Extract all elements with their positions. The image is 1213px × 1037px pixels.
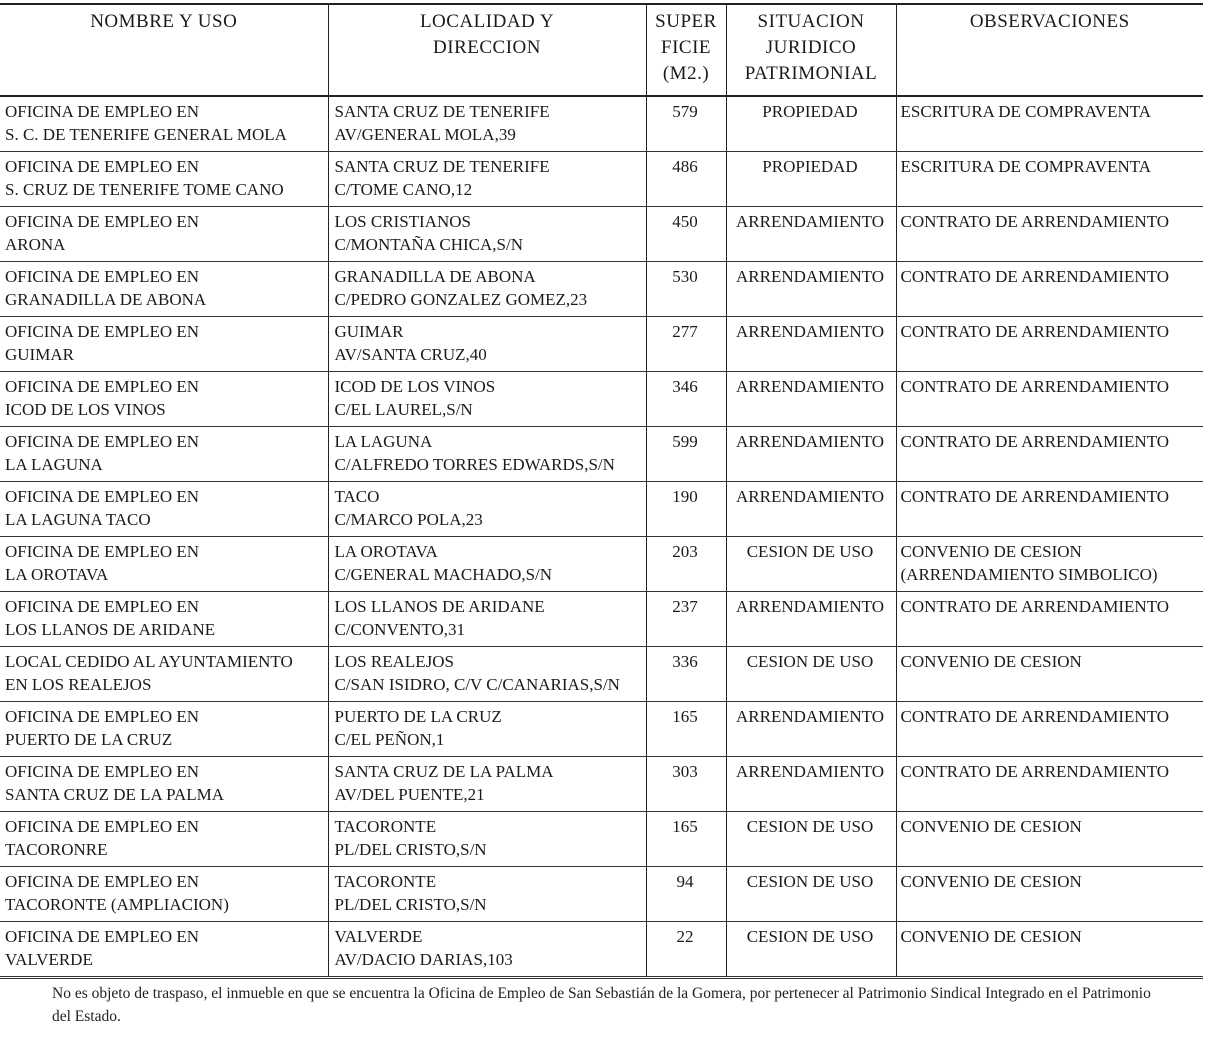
cell-nombre: [0, 537, 328, 592]
table-row: [0, 757, 1203, 812]
cell-line: CONVENIO DE CESION: [900, 542, 1082, 561]
header-observaciones: [896, 4, 1203, 96]
cell-observaciones: [896, 757, 1203, 812]
cell-localidad: [328, 262, 646, 317]
cell-line: CONTRATO DE ARRENDAMIENTO: [900, 212, 1170, 231]
cell-line: PL/DEL CRISTO,S/N: [334, 895, 487, 914]
cell-nombre: [0, 372, 328, 427]
cell-line: OFICINA DE EMPLEO EN: [5, 597, 200, 616]
table-row: [0, 537, 1203, 592]
cell-superficie: 22: [646, 922, 726, 978]
cell-line: C/TOME CANO,12: [334, 180, 473, 199]
cell-superficie: 579: [646, 96, 726, 152]
cell-situacion: CESION DE USO: [726, 922, 896, 978]
cell-line: C/MONTAÑA CHICA,S/N: [334, 235, 523, 254]
cell-line: CONTRATO DE ARRENDAMIENTO: [900, 267, 1170, 286]
cell-line: SANTA CRUZ DE LA PALMA: [334, 762, 554, 781]
cell-line: C/ALFREDO TORRES EDWARDS,S/N: [334, 455, 615, 474]
cell-line: OFICINA DE EMPLEO EN: [5, 322, 200, 341]
cell-line: EN LOS REALEJOS: [5, 675, 152, 694]
cell-line: TACORONTE: [334, 872, 437, 891]
cell-line: SANTA CRUZ DE TENERIFE: [334, 102, 550, 121]
cell-line: TACORONTE: [334, 817, 437, 836]
cell-situacion: CESION DE USO: [726, 647, 896, 702]
cell-line: GRANADILLA DE ABONA: [334, 267, 536, 286]
cell-localidad: [328, 812, 646, 867]
cell-localidad: [328, 96, 646, 152]
cell-situacion: ARRENDAMIENTO: [726, 372, 896, 427]
cell-line: LOS LLANOS DE ARIDANE: [5, 620, 216, 639]
cell-nombre: [0, 427, 328, 482]
cell-situacion: ARRENDAMIENTO: [726, 262, 896, 317]
cell-situacion: ARRENDAMIENTO: [726, 207, 896, 262]
cell-line: PUERTO DE LA CRUZ: [5, 730, 173, 749]
cell-line: CONVENIO DE CESION: [900, 927, 1082, 946]
cell-line: PUERTO DE LA CRUZ: [334, 707, 502, 726]
cell-localidad: [328, 592, 646, 647]
cell-line: OFICINA DE EMPLEO EN: [5, 707, 200, 726]
table-row: [0, 702, 1203, 757]
cell-situacion: CESION DE USO: [726, 867, 896, 922]
cell-line: LOS LLANOS DE ARIDANE: [334, 597, 545, 616]
cell-nombre: [0, 812, 328, 867]
cell-line: OFICINA DE EMPLEO EN: [5, 432, 200, 451]
cell-line: VALVERDE: [334, 927, 423, 946]
cell-situacion: ARRENDAMIENTO: [726, 757, 896, 812]
cell-nombre: [0, 592, 328, 647]
cell-line: CONVENIO DE CESION: [900, 817, 1082, 836]
cell-line: CONTRATO DE ARRENDAMIENTO: [900, 432, 1170, 451]
cell-line: GRANADILLA DE ABONA: [5, 290, 207, 309]
cell-situacion: ARRENDAMIENTO: [726, 592, 896, 647]
cell-line: C/SAN ISIDRO, C/V C/CANARIAS,S/N: [334, 675, 620, 694]
cell-line: OFICINA DE EMPLEO EN: [5, 267, 200, 286]
cell-line: S. C. DE TENERIFE GENERAL MOLA: [5, 125, 287, 144]
table-row: [0, 152, 1203, 207]
cell-line: ARONA: [5, 235, 66, 254]
cell-line: OFICINA DE EMPLEO EN: [5, 542, 200, 561]
header-line: JURIDICO: [765, 37, 857, 58]
cell-situacion: PROPIEDAD: [726, 96, 896, 152]
cell-observaciones: [896, 812, 1203, 867]
cell-line: OFICINA DE EMPLEO EN: [5, 762, 200, 781]
table-body: [0, 96, 1203, 978]
cell-observaciones: [896, 427, 1203, 482]
cell-observaciones: [896, 867, 1203, 922]
cell-observaciones: [896, 537, 1203, 592]
cell-line: LA LAGUNA: [334, 432, 433, 451]
cell-localidad: [328, 757, 646, 812]
cell-line: CONTRATO DE ARRENDAMIENTO: [900, 487, 1170, 506]
cell-superficie: 450: [646, 207, 726, 262]
cell-line: CONTRATO DE ARRENDAMIENTO: [900, 377, 1170, 396]
cell-line: OFICINA DE EMPLEO EN: [5, 817, 200, 836]
cell-nombre: [0, 702, 328, 757]
cell-situacion: ARRENDAMIENTO: [726, 427, 896, 482]
cell-line: OFICINA DE EMPLEO EN: [5, 927, 200, 946]
cell-line: CONTRATO DE ARRENDAMIENTO: [900, 322, 1170, 341]
cell-line: ICOD DE LOS VINOS: [334, 377, 496, 396]
cell-localidad: [328, 482, 646, 537]
cell-line: OFICINA DE EMPLEO EN: [5, 377, 200, 396]
cell-line: TACO: [334, 487, 380, 506]
cell-observaciones: [896, 922, 1203, 978]
cell-localidad: [328, 867, 646, 922]
cell-line: LA LAGUNA TACO: [5, 510, 151, 529]
header-nombre: [0, 4, 328, 96]
cell-situacion: PROPIEDAD: [726, 152, 896, 207]
cell-nombre: [0, 207, 328, 262]
header-line: DIRECCION: [433, 37, 541, 58]
cell-observaciones: [896, 647, 1203, 702]
cell-line: LA OROTAVA: [334, 542, 438, 561]
cell-nombre: [0, 922, 328, 978]
header-superficie: [646, 4, 726, 96]
cell-superficie: 237: [646, 592, 726, 647]
cell-line: C/GENERAL MACHADO,S/N: [334, 565, 553, 584]
cell-line: ESCRITURA DE COMPRAVENTA: [900, 102, 1152, 121]
table-row: [0, 207, 1203, 262]
cell-nombre: [0, 647, 328, 702]
table-row: [0, 647, 1203, 702]
cell-superficie: 277: [646, 317, 726, 372]
cell-line: S. CRUZ DE TENERIFE TOME CANO: [5, 180, 284, 199]
cell-line: C/PEDRO GONZALEZ GOMEZ,23: [334, 290, 588, 309]
cell-line: TACORONRE: [5, 840, 108, 859]
header-line: OBSERVACIONES: [969, 11, 1130, 32]
table-row: [0, 317, 1203, 372]
cell-superficie: 190: [646, 482, 726, 537]
cell-observaciones: [896, 592, 1203, 647]
cell-line: SANTA CRUZ DE TENERIFE: [334, 157, 550, 176]
table-row: [0, 262, 1203, 317]
cell-line: CONTRATO DE ARRENDAMIENTO: [900, 762, 1170, 781]
cell-nombre: [0, 482, 328, 537]
cell-situacion: CESION DE USO: [726, 812, 896, 867]
cell-observaciones: [896, 152, 1203, 207]
cell-superficie: 486: [646, 152, 726, 207]
cell-superficie: 165: [646, 812, 726, 867]
cell-localidad: [328, 922, 646, 978]
cell-line: CONTRATO DE ARRENDAMIENTO: [900, 597, 1170, 616]
cell-line: CONTRATO DE ARRENDAMIENTO: [900, 707, 1170, 726]
cell-localidad: [328, 537, 646, 592]
header-localidad: [328, 4, 646, 96]
cell-nombre: [0, 152, 328, 207]
cell-line: LOS CRISTIANOS: [334, 212, 471, 231]
cell-line: OFICINA DE EMPLEO EN: [5, 102, 200, 121]
cell-line: SANTA CRUZ DE LA PALMA: [5, 785, 225, 804]
cell-superficie: 165: [646, 702, 726, 757]
cell-situacion: ARRENDAMIENTO: [726, 317, 896, 372]
cell-line: C/EL LAUREL,S/N: [334, 400, 473, 419]
cell-situacion: ARRENDAMIENTO: [726, 482, 896, 537]
cell-line: OFICINA DE EMPLEO EN: [5, 212, 200, 231]
header-line: LOCALIDAD Y: [419, 11, 555, 32]
cell-observaciones: [896, 262, 1203, 317]
cell-nombre: [0, 96, 328, 152]
cell-line: LA OROTAVA: [5, 565, 109, 584]
cell-superficie: 303: [646, 757, 726, 812]
cell-superficie: 530: [646, 262, 726, 317]
cell-line: LOS REALEJOS: [334, 652, 454, 671]
header-line: FICIE: [661, 37, 711, 58]
cell-nombre: [0, 262, 328, 317]
cell-line: LA LAGUNA: [5, 455, 103, 474]
cell-localidad: [328, 207, 646, 262]
cell-line: AV/SANTA CRUZ,40: [334, 345, 487, 364]
cell-line: ESCRITURA DE COMPRAVENTA: [900, 157, 1152, 176]
cell-line: C/MARCO POLA,23: [334, 510, 483, 529]
header-situacion: [726, 4, 896, 96]
cell-nombre: [0, 317, 328, 372]
cell-line: OFICINA DE EMPLEO EN: [5, 487, 200, 506]
cell-line: GUIMAR: [5, 345, 74, 364]
cell-line: VALVERDE: [5, 950, 93, 969]
cell-superficie: 94: [646, 867, 726, 922]
cell-superficie: 599: [646, 427, 726, 482]
cell-line: ICOD DE LOS VINOS: [5, 400, 166, 419]
cell-localidad: [328, 152, 646, 207]
cell-superficie: 336: [646, 647, 726, 702]
cell-situacion: ARRENDAMIENTO: [726, 702, 896, 757]
cell-observaciones: [896, 96, 1203, 152]
table-row: [0, 592, 1203, 647]
cell-localidad: [328, 317, 646, 372]
cell-superficie: 346: [646, 372, 726, 427]
cell-line: C/CONVENTO,31: [334, 620, 465, 639]
cell-line: AV/GENERAL MOLA,39: [334, 125, 516, 144]
header-line: PATRIMONIAL: [744, 63, 878, 84]
cell-line: GUIMAR: [334, 322, 404, 341]
table-row: [0, 427, 1203, 482]
header-line: SUPER: [655, 11, 717, 32]
table-row: [0, 922, 1203, 978]
cell-line: CONVENIO DE CESION: [900, 872, 1082, 891]
cell-nombre: [0, 757, 328, 812]
table-row: [0, 372, 1203, 427]
cell-observaciones: [896, 482, 1203, 537]
cell-nombre: [0, 867, 328, 922]
table-row: [0, 867, 1203, 922]
cell-localidad: [328, 702, 646, 757]
cell-line: LOCAL CEDIDO AL AYUNTAMIENTO: [5, 652, 293, 671]
cell-observaciones: [896, 702, 1203, 757]
cell-line: PL/DEL CRISTO,S/N: [334, 840, 487, 859]
header-line: NOMBRE Y USO: [90, 11, 238, 32]
cell-observaciones: [896, 207, 1203, 262]
cell-line: OFICINA DE EMPLEO EN: [5, 872, 200, 891]
cell-line: (ARRENDAMIENTO SIMBOLICO): [900, 565, 1158, 584]
cell-superficie: 203: [646, 537, 726, 592]
cell-line: OFICINA DE EMPLEO EN: [5, 157, 200, 176]
property-table: [0, 3, 1203, 979]
cell-line: TACORONTE (AMPLIACION): [5, 895, 229, 914]
header-line: SITUACION: [757, 11, 865, 32]
cell-localidad: [328, 427, 646, 482]
table-row: [0, 482, 1203, 537]
table-row: [0, 96, 1203, 152]
cell-line: AV/DACIO DARIAS,103: [334, 950, 513, 969]
cell-situacion: CESION DE USO: [726, 537, 896, 592]
footnote: No es objeto de traspaso, el inmueble en que se encuentra la Oficina de Empleo de San Sebastián de la Gomera, por pertenecer al Patrimonio Sindical Integrado en el Patrimonio del Estado.: [52, 985, 1151, 1025]
cell-observaciones: [896, 317, 1203, 372]
cell-line: AV/DEL PUENTE,21: [334, 785, 485, 804]
cell-line: CONVENIO DE CESION: [900, 652, 1082, 671]
cell-localidad: [328, 372, 646, 427]
cell-localidad: [328, 647, 646, 702]
cell-line: C/EL PEÑON,1: [334, 730, 445, 749]
header-line: (M2.): [662, 63, 710, 84]
cell-observaciones: [896, 372, 1203, 427]
table-row: [0, 812, 1203, 867]
table-header: [0, 4, 1203, 96]
